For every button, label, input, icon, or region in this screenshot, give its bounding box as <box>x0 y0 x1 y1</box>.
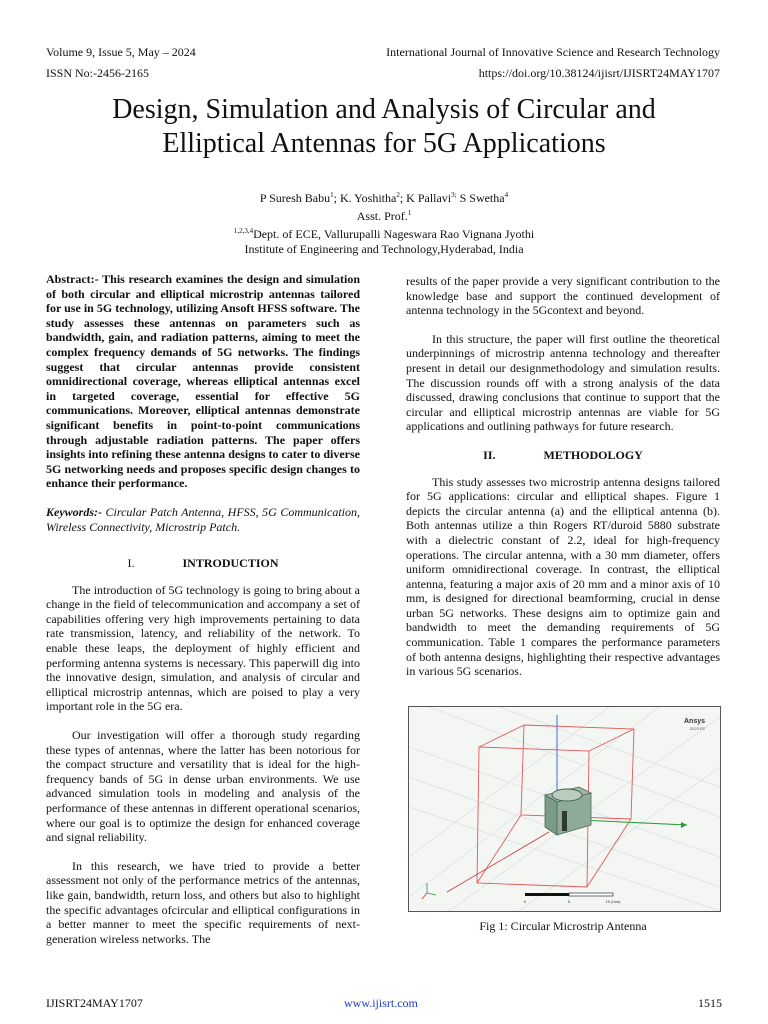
volume-info: Volume 9, Issue 5, May – 2024 <box>46 45 196 59</box>
intro-paragraph-2: Our investigation will offer a thorough study regarding these types of antennas, where the latter has been notorious for the compact structure and versatility that is ideal for the high-frequency bands of 5G in dense urban environments. We use advanced simulation tools in modeling and analysis of the performance of these antennas in different operational scenarios, where our goal is to optimize the design for enhanced coverage and signal reliability. <box>46 728 360 845</box>
role-text: Asst. Prof. <box>356 209 408 223</box>
section-intro-heading <box>46 556 360 571</box>
footer-paper-id: IJISRT24MAY1707 <box>46 996 143 1010</box>
paper-title <box>40 93 728 161</box>
intro-paragraph-1: The introduction of 5G technology is going to bring about a change in the field of telecommunication and accompany a set of capabilities offering very high improvements pertaining to data rate transmission, latency, and reliability of the network. To enable these leaps, the deployment of highly efficient and performing antenna systems is necessary. This paperwill dig into the innovative design, simulation, and analysis of circular and elliptical microstrip antennas, which are poised to play a very important role in the 5G era. <box>46 582 360 714</box>
scale-label-10: 10 (mm) <box>605 899 621 904</box>
right-paragraph-1: results of the paper provide a very significant contribution to the knowledge base and support the continued development of antenna technology in the 5Gcontext and beyond. <box>406 274 720 318</box>
author-role <box>40 206 728 224</box>
footer-website-link[interactable]: www.ijisrt.com <box>344 996 418 1010</box>
section-2-number: II. <box>483 447 496 462</box>
author-4-sup: 4 <box>504 191 509 199</box>
hfss-model-view <box>409 707 720 911</box>
author-2-sup: 2 <box>396 191 400 199</box>
affiliation-line-2: Institute of Engineering and Technology,Hyderabad, India <box>244 242 524 256</box>
right-paragraph-2: In this structure, the paper will first outline the theoretical underpinnings of microstrip antenna technology and thereafter present in detail our designmethodology and simulation results. The discussion rounds off with a strong analysis of the data discussed, drawing conclusions that continue to support that the circular and elliptical microstrip antennas are viable for 5G applications and outlining pathways for future research. <box>406 331 720 434</box>
section-1-title: INTRODUCTION <box>182 556 279 571</box>
author-list <box>40 188 728 206</box>
role-sup: 1 <box>407 209 412 217</box>
title-line-2: Elliptical Antennas for 5G Applications <box>162 128 606 159</box>
ansys-version: 2023 R2 <box>689 726 705 731</box>
scale-bar <box>524 893 621 904</box>
section-methodology-heading <box>406 448 720 463</box>
doi-link[interactable]: https://doi.org/10.38124/ijisrt/IJISRT24MAY1707 <box>478 66 720 80</box>
affil-sup: 1,2,3,4 <box>233 227 254 235</box>
keywords-label: Keywords:- <box>46 504 102 519</box>
author-4: S Swetha <box>456 191 505 205</box>
issn: ISSN No:-2456-2165 <box>46 66 150 80</box>
circular-patch <box>552 789 582 801</box>
figure-caption: Fig 1: Circular Microstrip Antenna <box>479 919 647 933</box>
journal-name: International Journal of Innovative Science and Research Technology <box>386 45 720 59</box>
scale-label-0: 0 <box>523 899 527 904</box>
author-3: ; K Pallavi <box>399 191 452 205</box>
scale-label-5: 5 <box>567 899 571 904</box>
author-1: P Suresh Babu <box>259 191 331 205</box>
y-axis-arrow <box>681 822 687 828</box>
affiliation-line-1 <box>40 224 728 242</box>
keywords-text: Circular Patch Antenna, HFSS, 5G Communication, Wireless Connectivity, Microstrip Patch. <box>46 504 360 534</box>
ansys-logo: Ansys <box>683 718 705 725</box>
abstract: Abstract:- This research examines the design and simulation of both circular and elliptical microstrip antennas tailored for use in 5G technology, utilizing Ansoft HFSS software. The study assesses these antennas on parameters such as bandwidth, gain, and radiation patterns, aiming to meet the complex frequency demands of 5G networks. The findings suggest that circular antennas provide consistent omnidirectional coverage, whereas elliptical antennas excel in targeted coverage, essential for effective 5G communications. Moreover, elliptical antennas demonstrate significant benefits in point-to-point communications through adjustable radiation patterns. The paper offers insights into refining these antenna designs to cater to diverse 5G networking needs and proposes specific design changes to enhance their performance. <box>46 272 360 491</box>
title-line-1: Design, Simulation and Analysis of Circular and <box>112 94 656 125</box>
right-column <box>406 274 720 679</box>
page-number: 1515 <box>698 996 722 1010</box>
author-1-sup: 1 <box>330 191 334 199</box>
x-axis <box>447 832 549 892</box>
author-3-sup: 3; <box>451 191 457 199</box>
author-2: ; K. Yoshitha <box>333 191 397 205</box>
author-block <box>40 188 728 257</box>
section-2-title: METHODOLOGY <box>543 447 643 462</box>
left-column <box>46 272 360 946</box>
affil-text-1: Dept. of ECE, Vallurupalli Nageswara Rao Vignana Jyothi <box>253 227 535 241</box>
section-1-number: I. <box>127 556 135 571</box>
intro-paragraph-3: In this research, we have tried to provide a better assessment not only of the performance metrics of the antennas, like gain, bandwidth, return loss, and others but also to highlight the specific advantages ofcircular and elliptical configurations in a better manner to meet the specific requirements of next-generation wireless networks. The <box>46 858 360 946</box>
methodology-paragraph-1: This study assesses two microstrip antenna designs tailored for 5G applications: circular and elliptical shapes. Figure 1 depicts the circular antenna (a) and the elliptical antenna (b). Both antennas utilize a thin Rogers RT/duroid 5880 substrate with a dielectric constant of 2.2, ideal for high-frequency operations. The circular antenna, with a 30 mm diameter, offers uniform omnidirectional coverage. In contrast, the elliptical antenna, featuring a major axis of 20 mm and a minor axis of 10 mm, is designed for directional beamforming, crucial in dense urban 5G networks. These designs aim to optimize gain and bandwidth to meet the demanding requirements of 5G communication. Table 1 compares the performance parameters of both antenna designs, highlighting their respective advantages in various 5G scenarios. <box>406 474 720 679</box>
keywords <box>46 505 360 534</box>
antenna-figure <box>408 706 721 912</box>
